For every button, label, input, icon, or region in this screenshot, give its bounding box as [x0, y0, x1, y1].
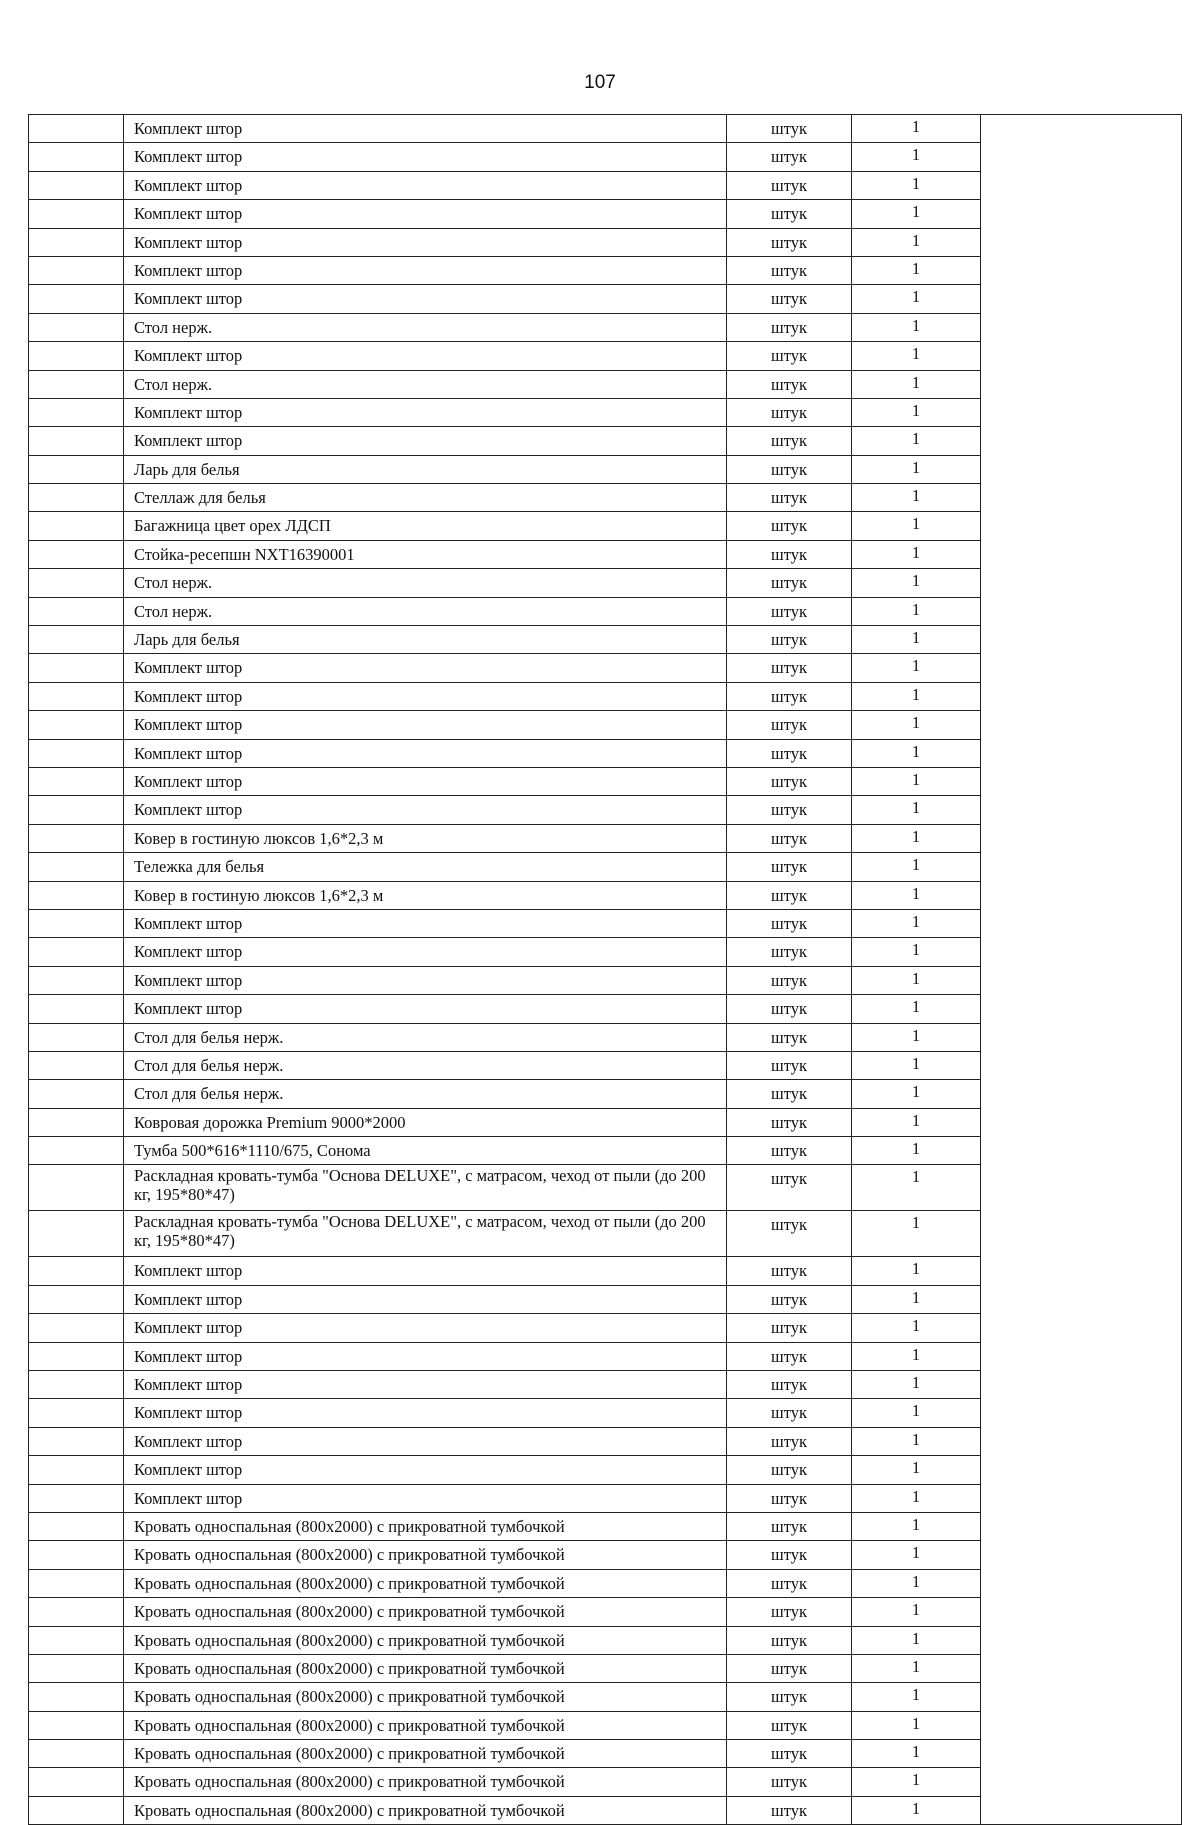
unit-cell: штук [727, 1484, 852, 1512]
quantity-cell: 1 [852, 1342, 981, 1370]
unit-cell: штук [727, 1796, 852, 1824]
unit-cell: штук [727, 115, 852, 143]
item-name-cell: Кровать односпальная (800х2000) с прикроватной тумбочкой [124, 1598, 727, 1626]
row-number-cell [29, 1796, 124, 1824]
item-name-cell: Комплект штор [124, 767, 727, 795]
unit-cell: штук [727, 285, 852, 313]
item-name-cell: Стол для белья нерж. [124, 1023, 727, 1051]
item-name-cell: Стол нерж. [124, 313, 727, 341]
unit-cell: штук [727, 342, 852, 370]
unit-cell: штук [727, 654, 852, 682]
unit-cell: штук [727, 313, 852, 341]
row-number-cell [29, 853, 124, 881]
row-number-cell [29, 200, 124, 228]
item-name-cell: Кровать односпальная (800х2000) с прикроватной тумбочкой [124, 1740, 727, 1768]
unit-cell: штук [727, 682, 852, 710]
item-name-cell: Стол нерж. [124, 569, 727, 597]
item-name-cell: Стеллаж для белья [124, 484, 727, 512]
row-number-cell [29, 1711, 124, 1739]
item-name-cell: Комплект штор [124, 200, 727, 228]
item-name-cell: Тележка для белья [124, 853, 727, 881]
quantity-cell: 1 [852, 1314, 981, 1342]
row-number-cell [29, 1541, 124, 1569]
unit-cell: штук [727, 200, 852, 228]
quantity-cell: 1 [852, 1108, 981, 1136]
row-number-cell [29, 1399, 124, 1427]
row-number-cell [29, 313, 124, 341]
quantity-cell: 1 [852, 1137, 981, 1165]
row-number-cell [29, 597, 124, 625]
row-number-cell [29, 711, 124, 739]
row-number-cell [29, 1051, 124, 1079]
row-number-cell [29, 739, 124, 767]
unit-cell: штук [727, 143, 852, 171]
row-number-cell [29, 824, 124, 852]
row-number-cell [29, 1023, 124, 1051]
quantity-cell: 1 [852, 654, 981, 682]
item-name-cell: Кровать односпальная (800х2000) с прикроватной тумбочкой [124, 1711, 727, 1739]
unit-cell: штук [727, 1108, 852, 1136]
unit-cell: штук [727, 1051, 852, 1079]
unit-cell: штук [727, 853, 852, 881]
item-name-cell: Комплект штор [124, 966, 727, 994]
quantity-cell: 1 [852, 1427, 981, 1455]
quantity-cell: 1 [852, 398, 981, 426]
quantity-cell: 1 [852, 484, 981, 512]
unit-cell: штук [727, 626, 852, 654]
item-name-cell: Кровать односпальная (800х2000) с прикроватной тумбочкой [124, 1683, 727, 1711]
row-number-cell [29, 1654, 124, 1682]
unit-cell: штук [727, 256, 852, 284]
item-name-cell: Раскладная кровать-тумба "Основа DELUXE", с матрасом, чеход от пыли (до 200 кг, 195*80*47) [124, 1211, 727, 1257]
quantity-cell: 1 [852, 285, 981, 313]
unit-cell: штук [727, 1137, 852, 1165]
unit-cell: штук [727, 1711, 852, 1739]
quantity-cell: 1 [852, 1165, 981, 1211]
quantity-cell: 1 [852, 1484, 981, 1512]
unit-cell: штук [727, 484, 852, 512]
unit-cell: штук [727, 1569, 852, 1597]
item-name-cell: Комплект штор [124, 1342, 727, 1370]
quantity-cell: 1 [852, 966, 981, 994]
row-number-cell [29, 1512, 124, 1540]
row-number-cell [29, 1427, 124, 1455]
quantity-cell: 1 [852, 853, 981, 881]
quantity-cell: 1 [852, 995, 981, 1023]
item-name-cell: Комплект штор [124, 938, 727, 966]
item-name-cell: Ковровая дорожка Premium 9000*2000 [124, 1108, 727, 1136]
row-number-cell [29, 540, 124, 568]
row-number-cell [29, 654, 124, 682]
quantity-cell: 1 [852, 1257, 981, 1285]
unit-cell: штук [727, 1456, 852, 1484]
item-name-cell: Стол нерж. [124, 597, 727, 625]
item-name-cell: Комплект штор [124, 427, 727, 455]
row-number-cell [29, 1598, 124, 1626]
notes-cell [981, 115, 1182, 1825]
unit-cell: штук [727, 171, 852, 199]
item-name-cell: Ларь для белья [124, 455, 727, 483]
item-name-cell: Комплект штор [124, 143, 727, 171]
row-number-cell [29, 1371, 124, 1399]
unit-cell: штук [727, 1314, 852, 1342]
quantity-cell: 1 [852, 938, 981, 966]
unit-cell: штук [727, 739, 852, 767]
row-number-cell [29, 512, 124, 540]
unit-cell: штук [727, 228, 852, 256]
item-name-cell: Комплект штор [124, 285, 727, 313]
item-name-cell: Кровать односпальная (800х2000) с прикроватной тумбочкой [124, 1768, 727, 1796]
unit-cell: штук [727, 938, 852, 966]
item-name-cell: Комплект штор [124, 171, 727, 199]
unit-cell: штук [727, 597, 852, 625]
quantity-cell: 1 [852, 1512, 981, 1540]
item-name-cell: Комплект штор [124, 398, 727, 426]
unit-cell: штук [727, 1211, 852, 1257]
row-number-cell [29, 455, 124, 483]
item-name-cell: Комплект штор [124, 654, 727, 682]
quantity-cell: 1 [852, 370, 981, 398]
quantity-cell: 1 [852, 767, 981, 795]
row-number-cell [29, 398, 124, 426]
row-number-cell [29, 1257, 124, 1285]
item-name-cell: Стол нерж. [124, 370, 727, 398]
item-name-cell: Тумба 500*616*1110/675, Сонома [124, 1137, 727, 1165]
unit-cell: штук [727, 512, 852, 540]
inventory-table-body [29, 115, 1182, 1825]
quantity-cell: 1 [852, 909, 981, 937]
unit-cell: штук [727, 569, 852, 597]
quantity-cell: 1 [852, 228, 981, 256]
item-name-cell: Комплект штор [124, 1285, 727, 1313]
quantity-cell: 1 [852, 427, 981, 455]
item-name-cell: Комплект штор [124, 256, 727, 284]
row-number-cell [29, 256, 124, 284]
row-number-cell [29, 626, 124, 654]
item-name-cell: Комплект штор [124, 228, 727, 256]
item-name-cell: Багажница цвет орех ЛДСП [124, 512, 727, 540]
unit-cell: штук [727, 1285, 852, 1313]
quantity-cell: 1 [852, 540, 981, 568]
quantity-cell: 1 [852, 342, 981, 370]
row-number-cell [29, 484, 124, 512]
row-number-cell [29, 370, 124, 398]
quantity-cell: 1 [852, 824, 981, 852]
unit-cell: штук [727, 966, 852, 994]
quantity-cell: 1 [852, 569, 981, 597]
unit-cell: штук [727, 824, 852, 852]
row-number-cell [29, 1456, 124, 1484]
item-name-cell: Комплект штор [124, 909, 727, 937]
row-number-cell [29, 1768, 124, 1796]
row-number-cell [29, 995, 124, 1023]
quantity-cell: 1 [852, 1541, 981, 1569]
unit-cell: штук [727, 796, 852, 824]
row-number-cell [29, 1626, 124, 1654]
row-number-cell [29, 569, 124, 597]
unit-cell: штук [727, 1654, 852, 1682]
page-number: 107 [584, 72, 616, 93]
quantity-cell: 1 [852, 115, 981, 143]
unit-cell: штук [727, 1342, 852, 1370]
unit-cell: штук [727, 909, 852, 937]
quantity-cell: 1 [852, 739, 981, 767]
unit-cell: штук [727, 881, 852, 909]
quantity-cell: 1 [852, 171, 981, 199]
item-name-cell: Стол для белья нерж. [124, 1080, 727, 1108]
quantity-cell: 1 [852, 1683, 981, 1711]
item-name-cell: Кровать односпальная (800х2000) с прикроватной тумбочкой [124, 1654, 727, 1682]
quantity-cell: 1 [852, 1211, 981, 1257]
row-number-cell [29, 767, 124, 795]
quantity-cell: 1 [852, 1285, 981, 1313]
row-number-cell [29, 938, 124, 966]
unit-cell: штук [727, 1683, 852, 1711]
row-number-cell [29, 1740, 124, 1768]
unit-cell: штук [727, 1740, 852, 1768]
unit-cell: штук [727, 1399, 852, 1427]
item-name-cell: Комплект штор [124, 682, 727, 710]
quantity-cell: 1 [852, 1023, 981, 1051]
item-name-cell: Стол для белья нерж. [124, 1051, 727, 1079]
unit-cell: штук [727, 1080, 852, 1108]
row-number-cell [29, 1137, 124, 1165]
unit-cell: штук [727, 1427, 852, 1455]
quantity-cell: 1 [852, 1456, 981, 1484]
item-name-cell: Комплект штор [124, 1456, 727, 1484]
item-name-cell: Комплект штор [124, 995, 727, 1023]
item-name-cell: Кровать односпальная (800х2000) с прикроватной тумбочкой [124, 1512, 727, 1540]
row-number-cell [29, 909, 124, 937]
quantity-cell: 1 [852, 1711, 981, 1739]
quantity-cell: 1 [852, 1051, 981, 1079]
row-number-cell [29, 342, 124, 370]
row-number-cell [29, 1342, 124, 1370]
unit-cell: штук [727, 995, 852, 1023]
quantity-cell: 1 [852, 1768, 981, 1796]
item-name-cell: Кровать односпальная (800х2000) с прикроватной тумбочкой [124, 1626, 727, 1654]
unit-cell: штук [727, 455, 852, 483]
item-name-cell: Ларь для белья [124, 626, 727, 654]
unit-cell: штук [727, 767, 852, 795]
row-number-cell [29, 1484, 124, 1512]
item-name-cell: Комплект штор [124, 1427, 727, 1455]
unit-cell: штук [727, 1598, 852, 1626]
unit-cell: штук [727, 427, 852, 455]
row-number-cell [29, 1080, 124, 1108]
item-name-cell: Стойка-ресепшн NXT16390001 [124, 540, 727, 568]
item-name-cell: Ковер в гостиную люксов 1,6*2,3 м [124, 881, 727, 909]
row-number-cell [29, 966, 124, 994]
row-number-cell [29, 427, 124, 455]
row-number-cell [29, 1108, 124, 1136]
quantity-cell: 1 [852, 1371, 981, 1399]
table-row [29, 115, 1182, 143]
unit-cell: штук [727, 540, 852, 568]
row-number-cell [29, 115, 124, 143]
inventory-table [28, 114, 1182, 1825]
unit-cell: штук [727, 1371, 852, 1399]
item-name-cell: Ковер в гостиную люксов 1,6*2,3 м [124, 824, 727, 852]
quantity-cell: 1 [852, 1569, 981, 1597]
quantity-cell: 1 [852, 796, 981, 824]
item-name-cell: Кровать односпальная (800х2000) с прикроватной тумбочкой [124, 1541, 727, 1569]
row-number-cell [29, 228, 124, 256]
quantity-cell: 1 [852, 200, 981, 228]
item-name-cell: Комплект штор [124, 342, 727, 370]
quantity-cell: 1 [852, 626, 981, 654]
item-name-cell: Кровать односпальная (800х2000) с прикроватной тумбочкой [124, 1796, 727, 1824]
item-name-cell: Комплект штор [124, 1257, 727, 1285]
quantity-cell: 1 [852, 256, 981, 284]
row-number-cell [29, 1165, 124, 1211]
unit-cell: штук [727, 370, 852, 398]
quantity-cell: 1 [852, 143, 981, 171]
item-name-cell: Комплект штор [124, 115, 727, 143]
unit-cell: штук [727, 711, 852, 739]
unit-cell: штук [727, 1023, 852, 1051]
quantity-cell: 1 [852, 313, 981, 341]
unit-cell: штук [727, 1512, 852, 1540]
unit-cell: штук [727, 1541, 852, 1569]
item-name-cell: Комплект штор [124, 796, 727, 824]
unit-cell: штук [727, 1257, 852, 1285]
row-number-cell [29, 1211, 124, 1257]
item-name-cell: Комплект штор [124, 711, 727, 739]
row-number-cell [29, 1683, 124, 1711]
row-number-cell [29, 1314, 124, 1342]
item-name-cell: Комплект штор [124, 1314, 727, 1342]
item-name-cell: Кровать односпальная (800х2000) с прикроватной тумбочкой [124, 1569, 727, 1597]
row-number-cell [29, 1285, 124, 1313]
quantity-cell: 1 [852, 881, 981, 909]
row-number-cell [29, 881, 124, 909]
quantity-cell: 1 [852, 512, 981, 540]
item-name-cell: Комплект штор [124, 1371, 727, 1399]
row-number-cell [29, 1569, 124, 1597]
item-name-cell: Комплект штор [124, 1399, 727, 1427]
row-number-cell [29, 171, 124, 199]
unit-cell: штук [727, 398, 852, 426]
row-number-cell [29, 285, 124, 313]
quantity-cell: 1 [852, 711, 981, 739]
quantity-cell: 1 [852, 682, 981, 710]
item-name-cell: Раскладная кровать-тумба "Основа DELUXE", с матрасом, чеход от пыли (до 200 кг, 195*80*47) [124, 1165, 727, 1211]
item-name-cell: Комплект штор [124, 1484, 727, 1512]
unit-cell: штук [727, 1165, 852, 1211]
row-number-cell [29, 143, 124, 171]
quantity-cell: 1 [852, 1740, 981, 1768]
row-number-cell [29, 796, 124, 824]
row-number-cell [29, 682, 124, 710]
quantity-cell: 1 [852, 1654, 981, 1682]
quantity-cell: 1 [852, 597, 981, 625]
quantity-cell: 1 [852, 1796, 981, 1824]
quantity-cell: 1 [852, 1598, 981, 1626]
quantity-cell: 1 [852, 1399, 981, 1427]
unit-cell: штук [727, 1626, 852, 1654]
unit-cell: штук [727, 1768, 852, 1796]
quantity-cell: 1 [852, 455, 981, 483]
quantity-cell: 1 [852, 1626, 981, 1654]
item-name-cell: Комплект штор [124, 739, 727, 767]
quantity-cell: 1 [852, 1080, 981, 1108]
